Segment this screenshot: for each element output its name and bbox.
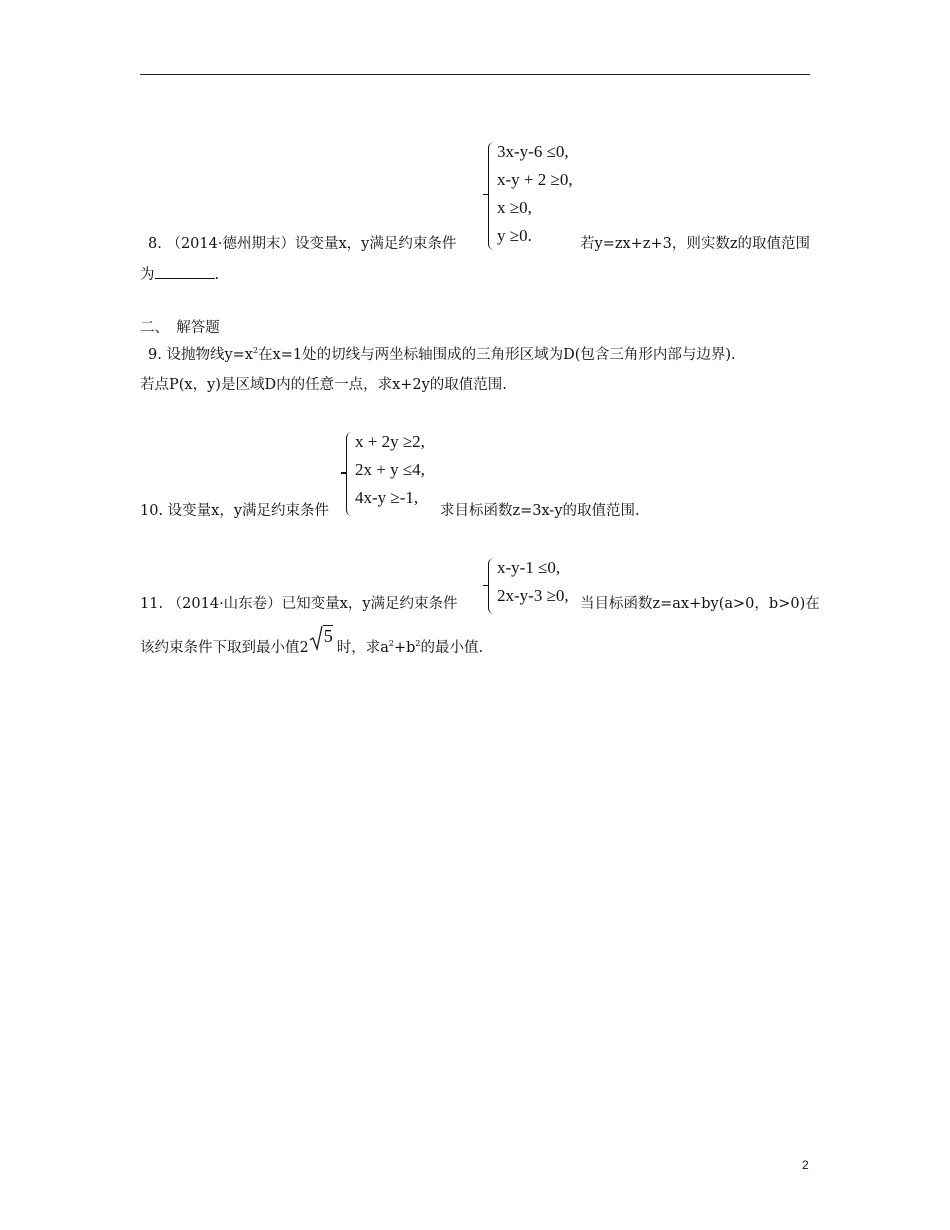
section2-title: 二、 解答题: [140, 320, 220, 336]
q8-line2-start: 为: [140, 267, 155, 283]
q10-brace: [346, 432, 355, 516]
q11-brace: [488, 558, 497, 614]
header-rule: [140, 74, 810, 75]
q8-prefix: 8. （2014·德州期末）设变量x，y满足约束条件: [148, 236, 457, 252]
sqrt-expression: [309, 626, 337, 652]
q11-constraint-system: [488, 558, 588, 614]
sqrt-sign-icon: [309, 625, 323, 651]
q8-constraint-2: x-y + 2 ≥0,: [497, 170, 573, 189]
q11-line2-b: 时，求a: [336, 640, 389, 656]
q11-constraint-1: x-y-1 ≤0,: [497, 558, 561, 577]
q8-suffix: 若y=zx+z+3，则实数z的取值范围: [580, 236, 810, 252]
q8-constraint-1: 3x-y-6 ≤0,: [497, 142, 569, 161]
q11-exponent-a: 2: [388, 639, 394, 649]
q10-constraint-3: 4x-y ≥-1,: [355, 488, 419, 507]
q10-constraint-2: 2x + y ≤4,: [355, 460, 425, 479]
q9-line1-a: 9. 设抛物线y=x: [148, 347, 253, 363]
q8-constraint-3: x ≥0,: [497, 198, 532, 217]
q11-constraint-2: 2x-y-3 ≥0,: [497, 586, 569, 605]
sqrt-radicand: 5: [323, 626, 333, 646]
q10-prefix: 10. 设变量x，y满足约束条件: [140, 503, 330, 519]
q8-answer-blank: [155, 264, 215, 279]
q10-constraint-1: x + 2y ≥2,: [355, 432, 425, 451]
q8-constraint-system: [488, 142, 588, 250]
q8-line2: [140, 264, 219, 284]
page-number: 2: [802, 1158, 809, 1172]
q11-exponent-b: 2: [415, 639, 421, 649]
q10-suffix: 求目标函数z=3x-y的取值范围.: [440, 503, 640, 519]
q8-brace: [488, 142, 497, 250]
q11-suffix: 当目标函数z=ax+by(a>0，b>0)在: [580, 596, 820, 612]
q9-line1: [148, 346, 736, 364]
q11-line2: [140, 626, 484, 657]
q9-line2: 若点P(x，y)是区域D内的任意一点，求x+2y的取值范围.: [140, 377, 507, 393]
q8-constraint-4: y ≥0.: [497, 226, 532, 245]
q9-line1-b: 在x=1处的切线与两坐标轴围成的三角形区域为D(包含三角形内部与边界).: [258, 347, 736, 363]
q11-prefix: 11. （2014·山东卷）已知变量x，y满足约束条件: [140, 596, 458, 612]
q8-line2-end: .: [214, 267, 220, 283]
q9-exponent: 2: [252, 346, 259, 356]
q11-line2-d: 的最小值.: [420, 640, 484, 656]
q11-line2-c: +b: [393, 640, 416, 656]
q11-line2-a: 该约束条件下取到最小值2: [140, 640, 309, 656]
q10-constraint-system: [346, 432, 446, 516]
